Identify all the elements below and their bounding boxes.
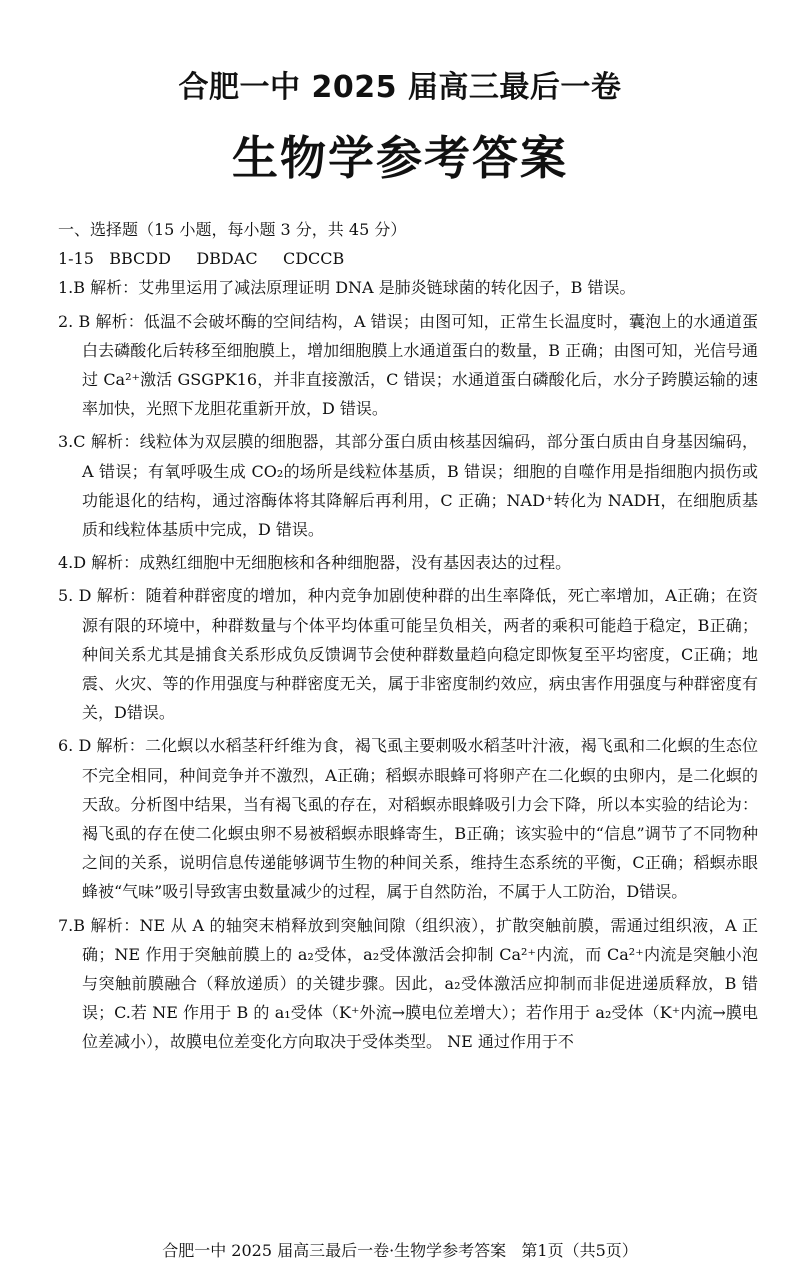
- exam-title: 合肥一中 2025 届高三最后一卷: [178, 70, 622, 105]
- answer-content: [58, 215, 758, 1061]
- answer-item-7: 7.B 解析：NE 从 A 的轴突末梢释放到突触间隙（组织液），扩散突触前膜，需通过组织液，A 正确；NE 作用于突触前膜上的 a₂受体，a₂受体激活会抑制 Ca²⁺内流，而 Ca²⁺内流是突触小泡与突触前膜融合（释放递质）的关键步骤。因此，a₂受体激活应抑制而非促进递质释放，B 错误；C.若 NE 作用于 B 的 a₁受体（K⁺外流→膜电位差增大）；若作用于 a₂受体（K⁺内流→膜电位差减小），故膜电位差变化方向取决于受体类型。 NE 通过作用于不: [58, 915, 758, 1052]
- answer-item-2: 2. B 解析：低温不会破坏酶的空间结构，A 错误；由图可知，正常生长温度时，囊泡上的水通道蛋白去磷酸化后转移至细胞膜上，增加细胞膜上水通道蛋白的数量，B 正确；由图可知，光信号通过 Ca²⁺激活 GSGPK16，并非直接激活，C 错误；水通道蛋白磷酸化后，水分子跨膜运输的速率加快，光照下龙胆花重新开放，D 错误。: [58, 311, 758, 419]
- answer-item-5: 5. D 解析：随着种群密度的增加，种内竞争加剧使种群的出生率降低，死亡率增加，A正确；在资源有限的环境中，种群数量与个体平均体重可能呈负相关，两者的乘积可能趋于稳定，B正确；种间关系尤其是捕食关系形成负反馈调节会使种群数量趋向稳定即恢复至平均密度，C正确；地震、火灾、等的作用强度与种群密度无关，属于非密度制约效应，病虫害作用强度与种群密度有关，D错误。: [58, 586, 758, 723]
- answer-item-6: 6. D 解析：二化螟以水稻茎秆纤维为食，褐飞虱主要刺吸水稻茎叶汁液，褐飞虱和二化螟的生态位不完全相同，种间竞争并不激烈，A正确；稻螟赤眼蜂可将卵产在二化螟的虫卵内，是二化螟的天敌。分析图中结果，当有褐飞虱的存在，对稻螟赤眼蜂吸引力会下降，所以本实验的结论为：褐飞虱的存在使二化螟虫卵不易被稻螟赤眼蜂寄生，B正确；该实验中的“信息”调节了不同物种之间的关系，说明信息传递能够调节生物的种间关系，维持生态系统的平衡，C正确；稻螟赤眼蜂被“气味”吸引导致害虫数量减少的过程，属于自然防治，不属于人工防治，D错误。: [58, 736, 758, 902]
- answer-item-1: 1.B 解析：艾弗里运用了减法原理证明 DNA 是肺炎链球菌的转化因子，B 错误。: [58, 278, 636, 298]
- section-heading: 一、选择题（15 小题，每小题 3 分，共 45 分）: [58, 220, 407, 239]
- document-title: 生物学参考答案: [232, 131, 568, 185]
- answer-key: 1-15 BBCDD DBDAC CDCCB: [58, 249, 345, 269]
- page-footer: 合肥一中 2025 届高三最后一卷·生物学参考答案 第1页（共5页）: [162, 1241, 638, 1260]
- answer-item-3: 3.C 解析：线粒体为双层膜的细胞器，其部分蛋白质由核基因编码，部分蛋白质由自身基因编码，A 错误；有氧呼吸生成 CO₂的场所是线粒体基质，B 错误；细胞的自噬作用是指细胞内损伤或功能退化的结构，通过溶酶体将其降解后再利用，C 正确；NAD⁺转化为 NADH，在细胞质基质和线粒体基质中完成，D 错误。: [58, 432, 758, 540]
- answer-item-4: 4.D 解析：成熟红细胞中无细胞核和各种细胞器，没有基因表达的过程。: [58, 553, 572, 573]
